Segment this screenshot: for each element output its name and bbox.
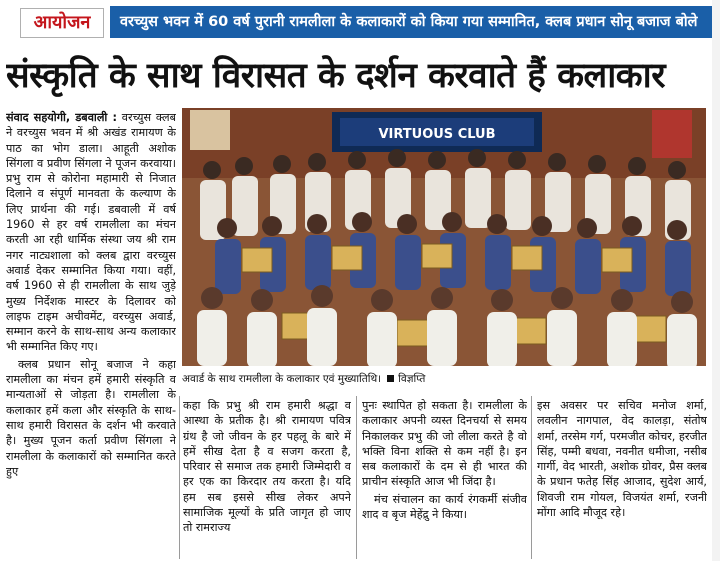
- header-strip: [0, 0, 720, 44]
- article-paragraph-3: कहा कि प्रभु श्री राम हमारी श्रद्धा व आस्था के प्रतीक है। श्री रामायण पवित्र ग्रंथ है जो जीवन के हर पहलू के बारे में हमें सीख देता है व सजग करता है, परिवार से समाज तक हमारी जिम्मेदारी व हर एक का किरदार तय करता है। यदि हम सब इससे सीख लेकर अपने सामाजिक मूल्यों के प्रति जागृत हो जाए तो रामराज्य: [183, 399, 351, 535]
- byline: संवाद सहयोगी, डबवाली :: [6, 111, 117, 124]
- article-paragraph-2: क्लब प्रधान सोनू बजाज ने कहा रामलीला का मंचन हमें हमारी संस्कृति व मान्यताओं से जोड़ता है। रामलीला के कलाकार हमें कला और संस्कृति के साथ-साथ हमारी विरासत के दर्शन भी करवाते है। मुख्य पूजन कर्ता प्रवीण सिंगला ने रामलीला के कलाकारों को सम्मानित करते हुए: [6, 357, 176, 478]
- article-column-3: [362, 398, 527, 558]
- section-tag: आयोजन: [20, 8, 104, 38]
- photo-caption: [182, 368, 706, 390]
- headline: संस्कृति के साथ विरासत के दर्शन करवाते हैं कलाकार: [6, 55, 666, 96]
- article-column-4: [537, 398, 707, 558]
- column-divider: [179, 396, 180, 559]
- page-edge: [712, 0, 720, 561]
- photo-illustration: [182, 108, 706, 366]
- photo-credit: विज्ञप्ति: [398, 373, 426, 385]
- article-paragraph-1: [6, 110, 176, 355]
- club-banner-text: VIRTUOUS CLUB: [378, 127, 496, 142]
- column-divider: [356, 396, 357, 559]
- event-photo: [182, 108, 706, 366]
- article-paragraph-6: इस अवसर पर सचिव मनोज शर्मा, लवलीन नागपाल, वेद कालड़ा, संतोष शर्मा, तरसेम गर्ग, परमजीत कोचर, हरजीत सिंह, पम्मी बधवा, नवनीत धमीजा, नसीब गार्गी, वेद भारती, अशोक ग्रोवर, प्रैस क्लब के प्रधान फतेह सिंह आजाद, सुदेश आर्य, शिवजी राम गोयल, विजयंत शर्मा, रजनी मोंगा आदि मौजूद रहे।: [537, 399, 707, 520]
- article-paragraph-5: मंच संचालन का कार्य रंगकर्मी संजीव शाद व बृज मेहेंद्रु ने किया।: [362, 492, 527, 522]
- article-paragraph-1-text: वरच्युस क्लब ने वरच्युस भवन में श्री अखंड रामायण के पाठ का भोग डाला। आहूती अशोक सिंगला व प्रवीण सिंगला ने पूजन करवाया। प्रभु राम से कोरोना महामारी से निजात दिलाने व संपूर्ण मानवता के कल्याण के लिए प्रार्थना की गई। डबवाली में वर्ष 1960 से हर वर्ष रामलीला का मंचन करती आ रही धार्मिक संस्था जय श्री राम नगर नाट्यशाला को क्लब द्वारा वरच्युस अवार्ड देकर सम्मानित किया गया। वहीं, वर्ष 1960 से ही रामलीला के साथ जुड़े मुख्य निर्देशक मास्टर के दिलावर को लाइफ टाइम अचीवमेंट, वरच्युस अवार्ड, सम्मान करने के साथ-साथ अन्य कलाकार भी सम्मानित किए गए।: [6, 111, 176, 354]
- column-divider: [531, 396, 532, 559]
- square-bullet-icon: [387, 375, 394, 382]
- caption-text: अवार्ड के साथ रामलीला के कलाकार एवं मुख्यातिथि।: [182, 373, 382, 385]
- subheadline-bar: वरच्युस भवन में 60 वर्ष पुरानी रामलीला के कलाकारों को किया गया सम्मानित, क्लब प्रधान सोनू बजाज बोले: [110, 6, 720, 38]
- article-paragraph-4: पुनः स्थापित हो सकता है। रामलीला के कलाकार अपनी व्यस्त दिनचर्या से समय निकालकर प्रभु की जो लीला करते है वो भक्ति विना शक्ति से कम नहीं है। इन सब कलाकारों के दम से ही भारत की प्राचीन संस्कृति आज भी जिंदा है।: [362, 399, 527, 489]
- article-column-2: [183, 398, 351, 558]
- article-column-1: [6, 110, 176, 560]
